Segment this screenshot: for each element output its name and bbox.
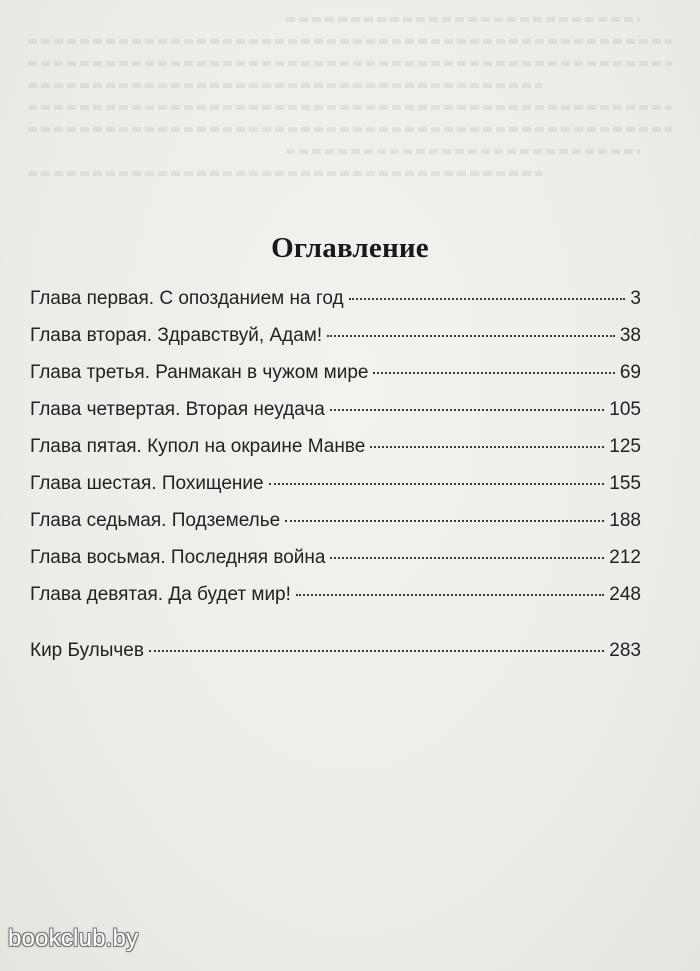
bleed-line	[286, 149, 640, 154]
toc-entry-page: 125	[609, 436, 641, 457]
bleed-line	[28, 105, 672, 110]
toc-entry-label: Кир Булычев	[30, 640, 144, 661]
toc-entry-label: Глава пятая. Купол на окраине Манве	[30, 436, 366, 457]
toc-entry-page: 38	[619, 325, 641, 346]
toc-entry-2	[30, 325, 641, 362]
bleed-line	[28, 171, 543, 176]
toc-entry-page: 212	[609, 547, 641, 568]
dot-leader	[296, 594, 604, 596]
toc-entry-4	[30, 399, 641, 436]
bleed-line	[28, 127, 672, 132]
toc-entry-label: Глава четвертая. Вторая неудача	[30, 399, 325, 420]
toc-entry-label: Глава седьмая. Подземелье	[30, 510, 281, 531]
toc-entry-9	[30, 584, 641, 621]
bleed-line	[286, 17, 640, 22]
toc-entry-5	[30, 436, 641, 473]
toc-entry-page: 155	[609, 473, 641, 494]
bleed-line	[28, 39, 672, 44]
dot-leader	[330, 557, 604, 559]
toc-entry-6	[30, 473, 641, 510]
toc-entry-8	[30, 547, 641, 584]
dot-leader	[149, 650, 604, 652]
bookclub-watermark: bookclub.by	[8, 925, 139, 952]
dot-leader	[349, 298, 626, 300]
dot-leader	[370, 446, 604, 448]
toc-entry-page: 283	[609, 640, 641, 661]
toc-entry-1	[30, 288, 641, 325]
table-of-contents	[30, 288, 641, 677]
toc-entry-label: Глава девятая. Да будет мир!	[30, 584, 291, 605]
toc-title: Оглавление	[271, 232, 429, 264]
toc-entry-author	[30, 640, 641, 677]
toc-entry-page: 3	[630, 288, 641, 309]
toc-entry-page: 248	[609, 584, 641, 605]
toc-entry-3	[30, 362, 641, 399]
bleed-through-texture	[28, 0, 672, 240]
dot-leader	[327, 335, 615, 337]
bleed-line	[28, 83, 543, 88]
toc-entry-7	[30, 510, 641, 547]
dot-leader	[269, 483, 605, 485]
toc-entry-label: Глава вторая. Здравствуй, Адам!	[30, 325, 323, 346]
bleed-line	[28, 61, 672, 66]
dot-leader	[330, 409, 604, 411]
toc-entry-label: Глава восьмая. Последняя война	[30, 547, 326, 568]
dot-leader	[285, 520, 604, 522]
toc-entry-label: Глава шестая. Похищение	[30, 473, 264, 494]
toc-entry-label: Глава первая. С опозданием на год	[30, 288, 344, 309]
toc-entry-page: 188	[609, 510, 641, 531]
dot-leader	[373, 372, 614, 374]
toc-entry-page: 69	[619, 362, 641, 383]
toc-entry-label: Глава третья. Ранмакан в чужом мире	[30, 362, 369, 383]
toc-entry-page: 105	[609, 399, 641, 420]
